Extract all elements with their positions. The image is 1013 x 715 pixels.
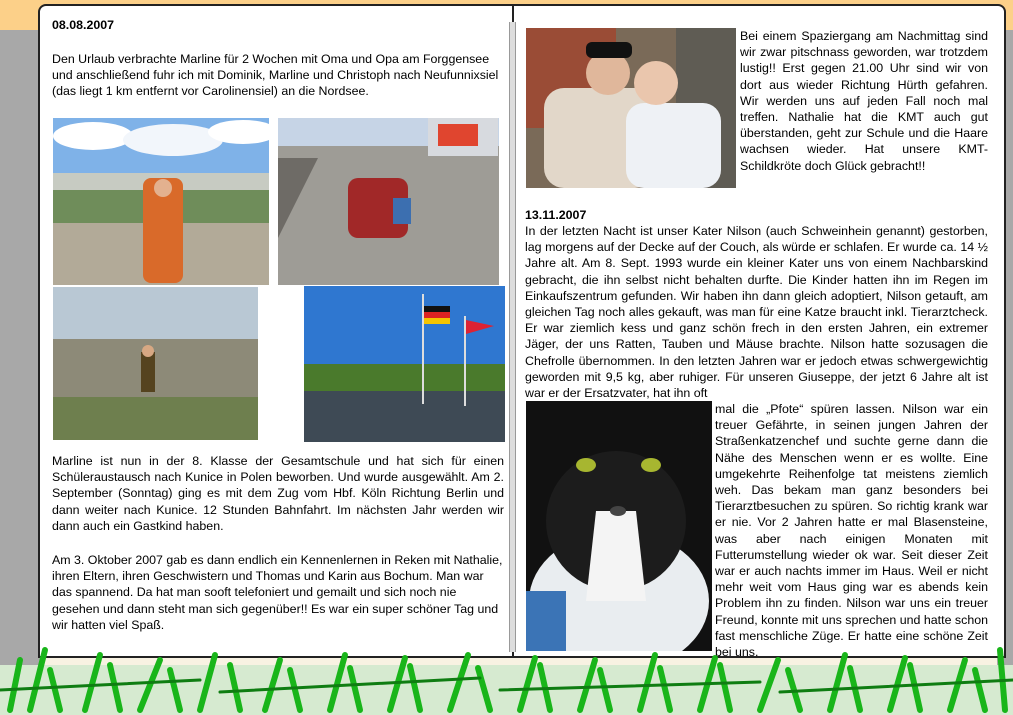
photo-mudflats [53, 287, 258, 440]
book-spine [509, 22, 516, 652]
photo-harbor-flags [304, 286, 505, 442]
paragraph: Bei einem Spaziergang am Nachmittag sind wir zwar pitschnass geworden, war trotzdem lustig!! Erst gegen 21.00 Uhr sind wir von dort aus wieder Richtung Hürth gefahren. Wir werden uns auf jeden Fall noch mal treffen. Nathalie hat die KMT auch gut überstanden, geht zur Schule und die Haare wachsen wieder. Hat unsere KMT-Schildkröte doch Glück gebracht!! [740, 29, 988, 173]
photo-beach-girl [53, 118, 269, 285]
entry-date: 08.08.2007 [52, 18, 115, 32]
photo-promenade [278, 118, 499, 285]
background-shadow-left [0, 30, 40, 670]
paragraph: In der letzten Nacht ist unser Kater Nilson (auch Schweinhein genannt) gestorben, lag morgens auf der Decke auf der Couch, als würde er schlafen. Er wurde ca. 14 ½ Jahre alt. Am 8. Sept. 1993 wurde ein kleiner Kater uns von einem Nachbarskind gebracht, die ihn selbst nicht behalten durfte. Die Kinder hatten ihn im Regen im Einkaufszentrum gefunden. Wir haben ihn dann gleich adoptiert, Nilson getauft, am gleichen Tag noch alles gekauft, was man für eine Katze braucht inkl. Tierarztcheck. Er war ziemlich kess und ganz schön frech in den ersten Jahren, ein extremer Jäger, der uns Ratten, Tauben und Mäuse brachte. Nilson hatte sozusagen die Chefrolle übernommen. In den letzten Jahren war er jedoch etwas schwergewichtig geworden mit 9,5 kg, aber ruhiger. Für unseren Giuseppe, der jetzt 6 Jahre alt ist war er der Ersatzvater, hat ihn oft [525, 224, 988, 401]
paragraph: Am 3. Oktober 2007 gab es dann endlich ein Kennenlernen in Reken mit Nathalie, ihren Eltern, ihren Geschwistern und Thomas und Karin aus Bochum. Man war das spannend. Da hat man sooft telefoniert und gemailt und sich noch nie gesehen und dann steht man sich gegenüber!! Es war ein super schöner Tag und wir hatten viel Spaß. [52, 553, 503, 632]
entry-date: 13.11.2007 [525, 208, 587, 222]
grass-border-decoration [0, 630, 1013, 715]
photo-cat-nilson [526, 401, 712, 651]
photo-two-girls [526, 28, 736, 188]
paragraph: Marline ist nun in der 8. Klasse der Gesamtschule und hat sich für einen Schüleraustausch nach Kunice in Polen beworben. Und wurde ausgewählt. Am 2. September (Sonntag) ging es mit dem Zug vom Hbf. Köln Richtung Berlin und dann weiter nach Kunice. 12 Stunden Bahnfahrt. Im nächsten Jahr werden wir dann auch ein Gastkind haben. [52, 454, 504, 533]
paragraph: mal die „Pfote“ spüren lassen. Nilson war ein treuer Gefährte, in seinen jungen Jahren der Straßenkatzenchef und suchte gerne dann die Nähe des Menschen wenn er es wollte. Eine umgekehrte Reihenfolge tat meistens ziemlich weh. Das bekam man ganz besonders bei Tierarztbesuchen zu spüren. So richtig krank war er nie. Vor 2 Jahren hatte er mal Blasensteine, was aber nach einigen Monaten mit Futterumstellung wieder ok war. Seit dieser Zeit war er auch nachts immer im Haus. Weil er nicht mehr weit vom Haus ging war es abends kein Problem ihn zu finden. Nilson war uns ein treuer Freund, konnte mit uns sprechen und hatte schon fast menschliche Züge. Er hatte eine schöne Zeit bei uns. [715, 402, 988, 660]
paragraph: Den Urlaub verbrachte Marline für 2 Wochen mit Oma und Opa am Forggensee und anschließend fuhr ich mit Dominik, Marline und Christoph nach Neufunnixsiel (das liegt 1 km entfernt vor Carolinensiel) an die Nordsee. [52, 52, 499, 99]
